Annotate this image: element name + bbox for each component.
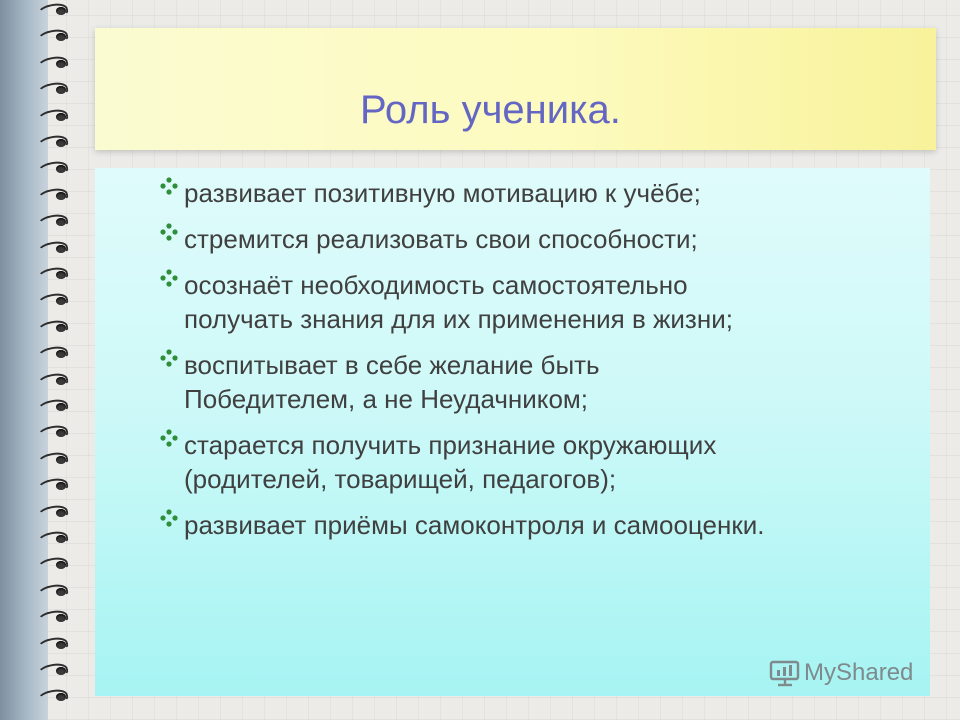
ring-wire [37, 212, 69, 232]
ring-wire [37, 1, 69, 21]
diamond-dots-icon [160, 429, 178, 447]
spiral-ring [30, 374, 74, 388]
spiral-ring [30, 215, 74, 229]
bullet-item [160, 268, 920, 336]
presentation-icon [768, 658, 802, 688]
spiral-ring [30, 30, 74, 44]
diamond-dots-icon [160, 177, 178, 195]
ring-wire [37, 80, 69, 100]
ring-wire [37, 107, 69, 127]
spiral-ring [30, 453, 74, 467]
bullet-item [160, 508, 920, 542]
bullet-text: старается получить признание окружающих (родителей, товарищей, педагогов); [184, 430, 717, 494]
spiral-ring [30, 611, 74, 625]
ring-wire [37, 661, 69, 681]
ring-wire [37, 265, 69, 285]
ring-wire [37, 555, 69, 575]
ring-wire [37, 291, 69, 311]
ring-wire [37, 186, 69, 206]
spiral-ring [30, 136, 74, 150]
spiral-ring [30, 426, 74, 440]
spiral-ring [30, 162, 74, 176]
ring-wire [37, 450, 69, 470]
ring-wire [37, 503, 69, 523]
bullet-item [160, 428, 920, 496]
bullet-item [160, 176, 920, 210]
spiral-ring [30, 532, 74, 546]
ring-wire [37, 529, 69, 549]
ring-wire [37, 582, 69, 602]
ring-wire [37, 27, 69, 47]
spiral-ring [30, 83, 74, 97]
diamond-dots-icon [160, 269, 178, 287]
spiral-ring [30, 400, 74, 414]
ring-wire [37, 476, 69, 496]
spiral-ring [30, 294, 74, 308]
spiral-ring [30, 506, 74, 520]
spiral-ring [30, 110, 74, 124]
bullet-text: развивает позитивную мотивацию к учёбе; [184, 178, 701, 208]
bullet-item [160, 222, 920, 256]
spiral-ring [30, 690, 74, 704]
spiral-ring [30, 4, 74, 18]
ring-wire [37, 344, 69, 364]
spiral-ring [30, 638, 74, 652]
diamond-dots-icon [160, 509, 178, 527]
ring-wire [37, 635, 69, 655]
bullet-text: осознаёт необходимость самостоятельно получать знания для их применения в жизни; [184, 270, 733, 334]
spiral-ring [30, 321, 74, 335]
bullet-text: развивает приёмы самоконтроля и самооценки. [184, 510, 765, 540]
spiral-binding [30, 0, 82, 720]
diamond-dots-icon [160, 349, 178, 367]
spiral-ring [30, 479, 74, 493]
ring-wire [37, 423, 69, 443]
diamond-dots-icon [160, 223, 178, 241]
spiral-ring [30, 57, 74, 71]
slide-title: Роль ученика. [360, 88, 621, 132]
ring-wire [37, 318, 69, 338]
spiral-ring [30, 189, 74, 203]
spiral-ring [30, 347, 74, 361]
mysharedwatermark [768, 658, 913, 688]
bullet-item [160, 348, 920, 416]
spiral-ring [30, 585, 74, 599]
ring-wire [37, 397, 69, 417]
ring-wire [37, 608, 69, 628]
ring-wire [37, 159, 69, 179]
ring-wire [37, 371, 69, 391]
ring-wire [37, 133, 69, 153]
title-panel [95, 28, 936, 150]
spiral-ring [30, 558, 74, 572]
spiral-ring [30, 242, 74, 256]
watermark-text: MyShared [804, 659, 914, 686]
spiral-ring [30, 268, 74, 282]
bullet-text: стремится реализовать свои способности; [184, 224, 698, 254]
bullet-list [160, 176, 920, 554]
ring-wire [37, 687, 69, 707]
spiral-ring [30, 664, 74, 678]
bullet-text: воспитывает в себе желание быть Победителем, а не Неудачником; [184, 350, 600, 414]
ring-wire [37, 54, 69, 74]
ring-wire [37, 239, 69, 259]
